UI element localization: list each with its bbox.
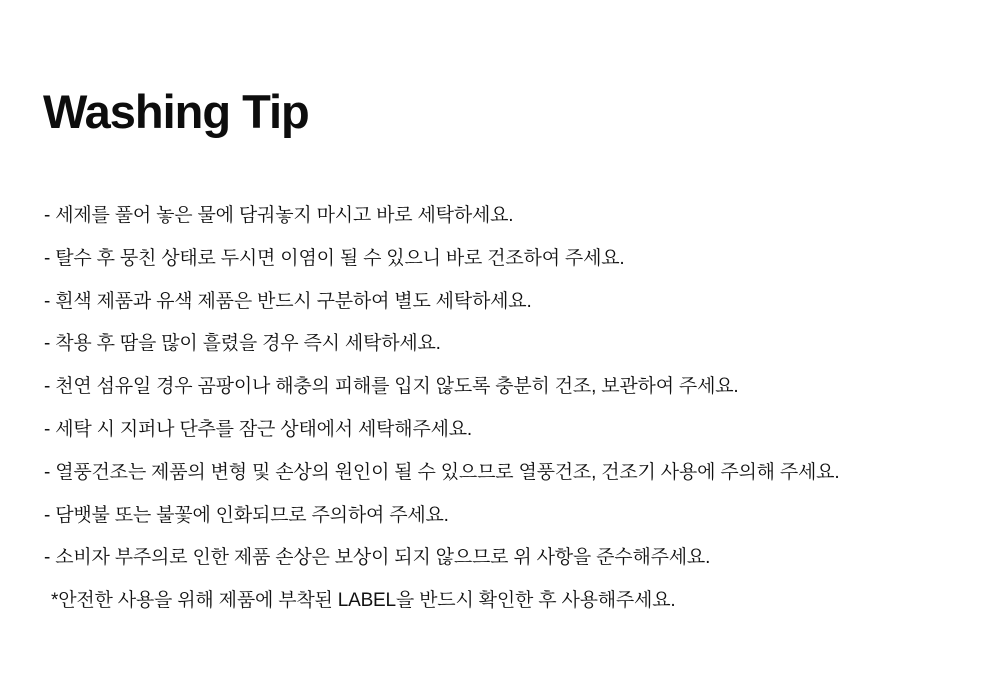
washing-instruction: - 흰색 제품과 유색 제품은 반드시 구분하여 별도 세탁하세요. [44, 290, 532, 312]
washing-instruction: - 탈수 후 뭉친 상태로 두시면 이염이 될 수 있으니 바로 건조하여 주세요. [44, 247, 625, 269]
washing-instruction: - 천연 섬유일 경우 곰팡이나 해충의 피해를 입지 않도록 충분히 건조, 보관하여 주세요. [44, 376, 739, 398]
washing-instruction: - 착용 후 땀을 많이 흘렸을 경우 즉시 세탁하세요. [44, 333, 441, 355]
washing-instruction: - 담뱃불 또는 불꽃에 인화되므로 주의하여 주세요. [44, 504, 449, 526]
washing-instruction: - 세탁 시 지퍼나 단추를 잠근 상태에서 세탁해주세요. [44, 418, 472, 440]
instruction-list [44, 195, 970, 623]
washing-instruction: - 세제를 풀어 놓은 물에 담궈놓지 마시고 바로 세탁하세요. [44, 205, 514, 226]
label-caution-note: *안전한 사용을 위해 제품에 부착된 LABEL을 반드시 확인한 후 사용해주세요. [51, 590, 676, 612]
washing-instruction: - 소비자 부주의로 인한 제품 손상은 보상이 되지 않으므로 위 사항을 준수해주세요. [44, 547, 711, 569]
page-title: Washing Tip [43, 85, 309, 139]
washing-instruction: - 열풍건조는 제품의 변형 및 손상의 원인이 될 수 있으므로 열풍건조, 건조기 사용에 주의해 주세요. [44, 461, 840, 483]
